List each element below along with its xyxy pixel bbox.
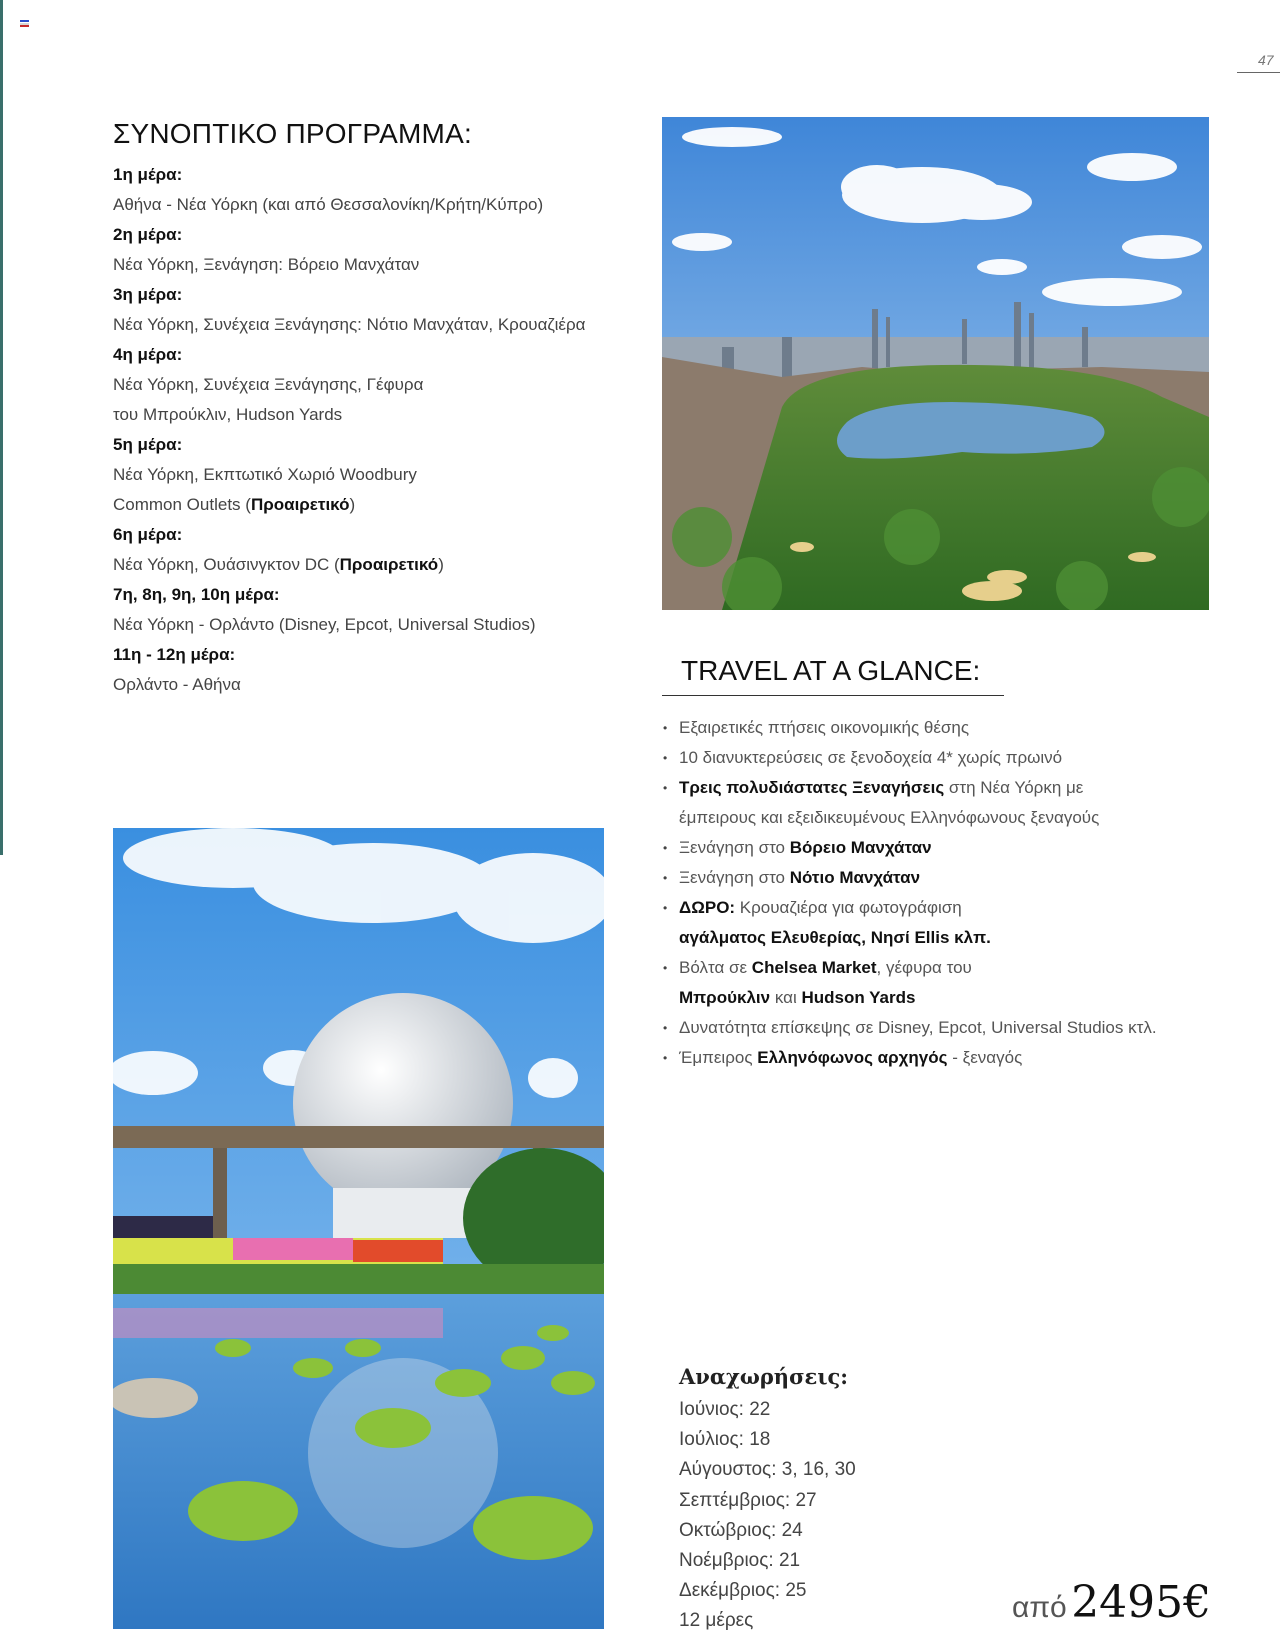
price-from-label: από (1012, 1591, 1067, 1624)
itinerary-list (113, 160, 633, 700)
text: Δυνατότητα επίσκεψης σε Disney, Epcot, Universal Studios κτλ. (679, 1018, 1157, 1037)
glance-item-line (679, 743, 1223, 773)
departures-list (679, 1395, 856, 1637)
itinerary-day-description (113, 370, 633, 400)
bold-text: Βόρειο Μανχάταν (789, 838, 932, 857)
itinerary-day-description (113, 400, 633, 430)
glance-list (663, 713, 1223, 1073)
page-number: 47 (1258, 52, 1274, 68)
text: Νέα Υόρκη, Εκπτωτικό Χωριό Woodbury (113, 465, 417, 484)
glance-item (663, 773, 1223, 833)
epcot-photo (113, 828, 604, 1629)
central-park-photo (662, 117, 1209, 610)
price-value: 2495€ (1071, 1577, 1212, 1628)
text: Ξενάγηση στο (679, 838, 790, 857)
page-number-rule (1237, 72, 1280, 73)
text: ) (438, 555, 444, 574)
itinerary-day-description (113, 190, 633, 220)
departure-item: Νοέμβριος: 21 (679, 1550, 801, 1572)
bold-text: ΔΩΡΟ: (679, 898, 736, 917)
bold-text: Ελληνόφωνος αρχηγός (757, 1048, 948, 1067)
text: Βόλτα σε (679, 958, 752, 977)
flag-icon (20, 20, 29, 27)
itinerary-day-description (113, 610, 633, 640)
itinerary-day-description (113, 490, 633, 520)
text: ) (349, 495, 356, 514)
itinerary-day-label: 3η μέρα: (113, 285, 183, 304)
bold-text: Τρεις πολυδιάστατες Ξεναγήσεις (679, 778, 945, 797)
text: - ξεναγός (947, 1048, 1023, 1067)
glance-item (663, 863, 1223, 893)
left-edge-rule (0, 0, 3, 855)
glance-item (663, 743, 1223, 773)
text: έμπειρους και εξειδικευμένους Ελληνόφωνους ξεναγούς (679, 808, 1100, 827)
text: Εξαιρετικές πτήσεις οικονομικής θέσης (679, 718, 970, 737)
text: Κρουαζιέρα για φωτογράφιση (735, 898, 962, 917)
text: Νέα Υόρκη, Συνέχεια Ξενάγησης: Νότιο Μανχάταν, Κρουαζιέρα (113, 315, 586, 334)
glance-item-line (679, 863, 1223, 893)
glance-title-underline (662, 695, 1004, 696)
glance-item (663, 1013, 1223, 1043)
glance-item-line (679, 1013, 1223, 1043)
text: Ορλάντο - Αθήνα (113, 675, 241, 694)
glance-item-line (679, 833, 1223, 863)
text: Νέα Υόρκη, Ξενάγηση: Βόρειο Μανχάταν (113, 255, 420, 274)
bold-text: Νότιο Μανχάταν (789, 868, 921, 887)
text: Νέα Υόρκη, Ουάσινγκτον DC ( (113, 555, 340, 574)
glance-item-line (679, 983, 1223, 1013)
glance-item-line (679, 713, 1223, 743)
text: Νέα Υόρκη - Ορλάντο (Disney, Epcot, Universal Studios) (113, 615, 536, 634)
departure-item: Αύγουστος: 3, 16, 30 (679, 1459, 856, 1481)
glance-item (663, 953, 1223, 1013)
itinerary-day-label: 11η - 12η μέρα: (113, 645, 236, 664)
itinerary-day-label: 4η μέρα: (113, 345, 183, 364)
glance-item-line (679, 923, 1223, 953)
itinerary-day-description (113, 250, 633, 280)
itinerary-day-description (113, 310, 633, 340)
itinerary-day-label: 6η μέρα: (113, 525, 183, 544)
glance-title: TRAVEL AT A GLANCE: (681, 655, 981, 686)
text: Common Outlets ( (113, 495, 251, 514)
bold-text: Μπρούκλιν (679, 988, 771, 1007)
text: του Μπρούκλιν, Hudson Yards (113, 405, 343, 424)
bold-text: Προαιρετικό (250, 495, 350, 514)
bold-text: Προαιρετικό (339, 555, 439, 574)
itinerary-day-label: 2η μέρα: (113, 225, 183, 244)
text: Έμπειρος (679, 1048, 758, 1067)
glance-item (663, 1043, 1223, 1073)
text: και (770, 988, 802, 1007)
departure-item: Δεκέμβριος: 25 (679, 1580, 807, 1602)
itinerary-day-description (113, 460, 633, 490)
glance-item (663, 833, 1223, 863)
itinerary-day-description (113, 670, 633, 700)
text: Νέα Υόρκη, Συνέχεια Ξενάγησης, Γέφυρα (113, 375, 424, 394)
price (1012, 1577, 1211, 1628)
bold-text: αγάλματος Ελευθερίας, Νησί Ellis κλπ. (679, 928, 991, 947)
departure-item: Σεπτέμβριος: 27 (679, 1489, 817, 1511)
text: , γέφυρα του (876, 958, 972, 977)
glance-item (663, 893, 1223, 953)
glance-item-line (679, 803, 1223, 833)
departure-item: Ιούλιος: 18 (679, 1429, 771, 1451)
glance-item-line (679, 773, 1223, 803)
glance-item-line (679, 1043, 1223, 1073)
bold-text: Chelsea Market (751, 958, 877, 977)
departure-item: 12 μέρες (679, 1610, 754, 1632)
itinerary-day-label: 1η μέρα: (113, 165, 183, 184)
departures-title: Αναχωρήσεις: (679, 1364, 849, 1389)
text: Αθήνα - Νέα Υόρκη (και από Θεσσαλονίκη/Κρήτη/Κύπρο) (113, 195, 544, 214)
bold-text: Hudson Yards (801, 988, 916, 1007)
text: Ξενάγηση στο (679, 868, 790, 887)
departure-item: Οκτώβριος: 24 (679, 1519, 803, 1541)
glance-item-line (679, 953, 1223, 983)
text: 10 διανυκτερεύσεις σε ξενοδοχεία 4* χωρίς πρωινό (679, 748, 1063, 767)
departure-item: Ιούνιος: 22 (679, 1399, 771, 1420)
itinerary-day-label: 7η, 8η, 9η, 10η μέρα: (113, 585, 280, 604)
itinerary-day-label: 5η μέρα: (113, 435, 183, 454)
program-title: ΣΥΝΟΠΤΙΚΟ ΠΡΟΓΡΑΜΜΑ: (113, 118, 472, 149)
itinerary-day-description (113, 550, 633, 580)
glance-item-line (679, 893, 1223, 923)
glance-item (663, 713, 1223, 743)
text: στη Νέα Υόρκη με (944, 778, 1084, 797)
